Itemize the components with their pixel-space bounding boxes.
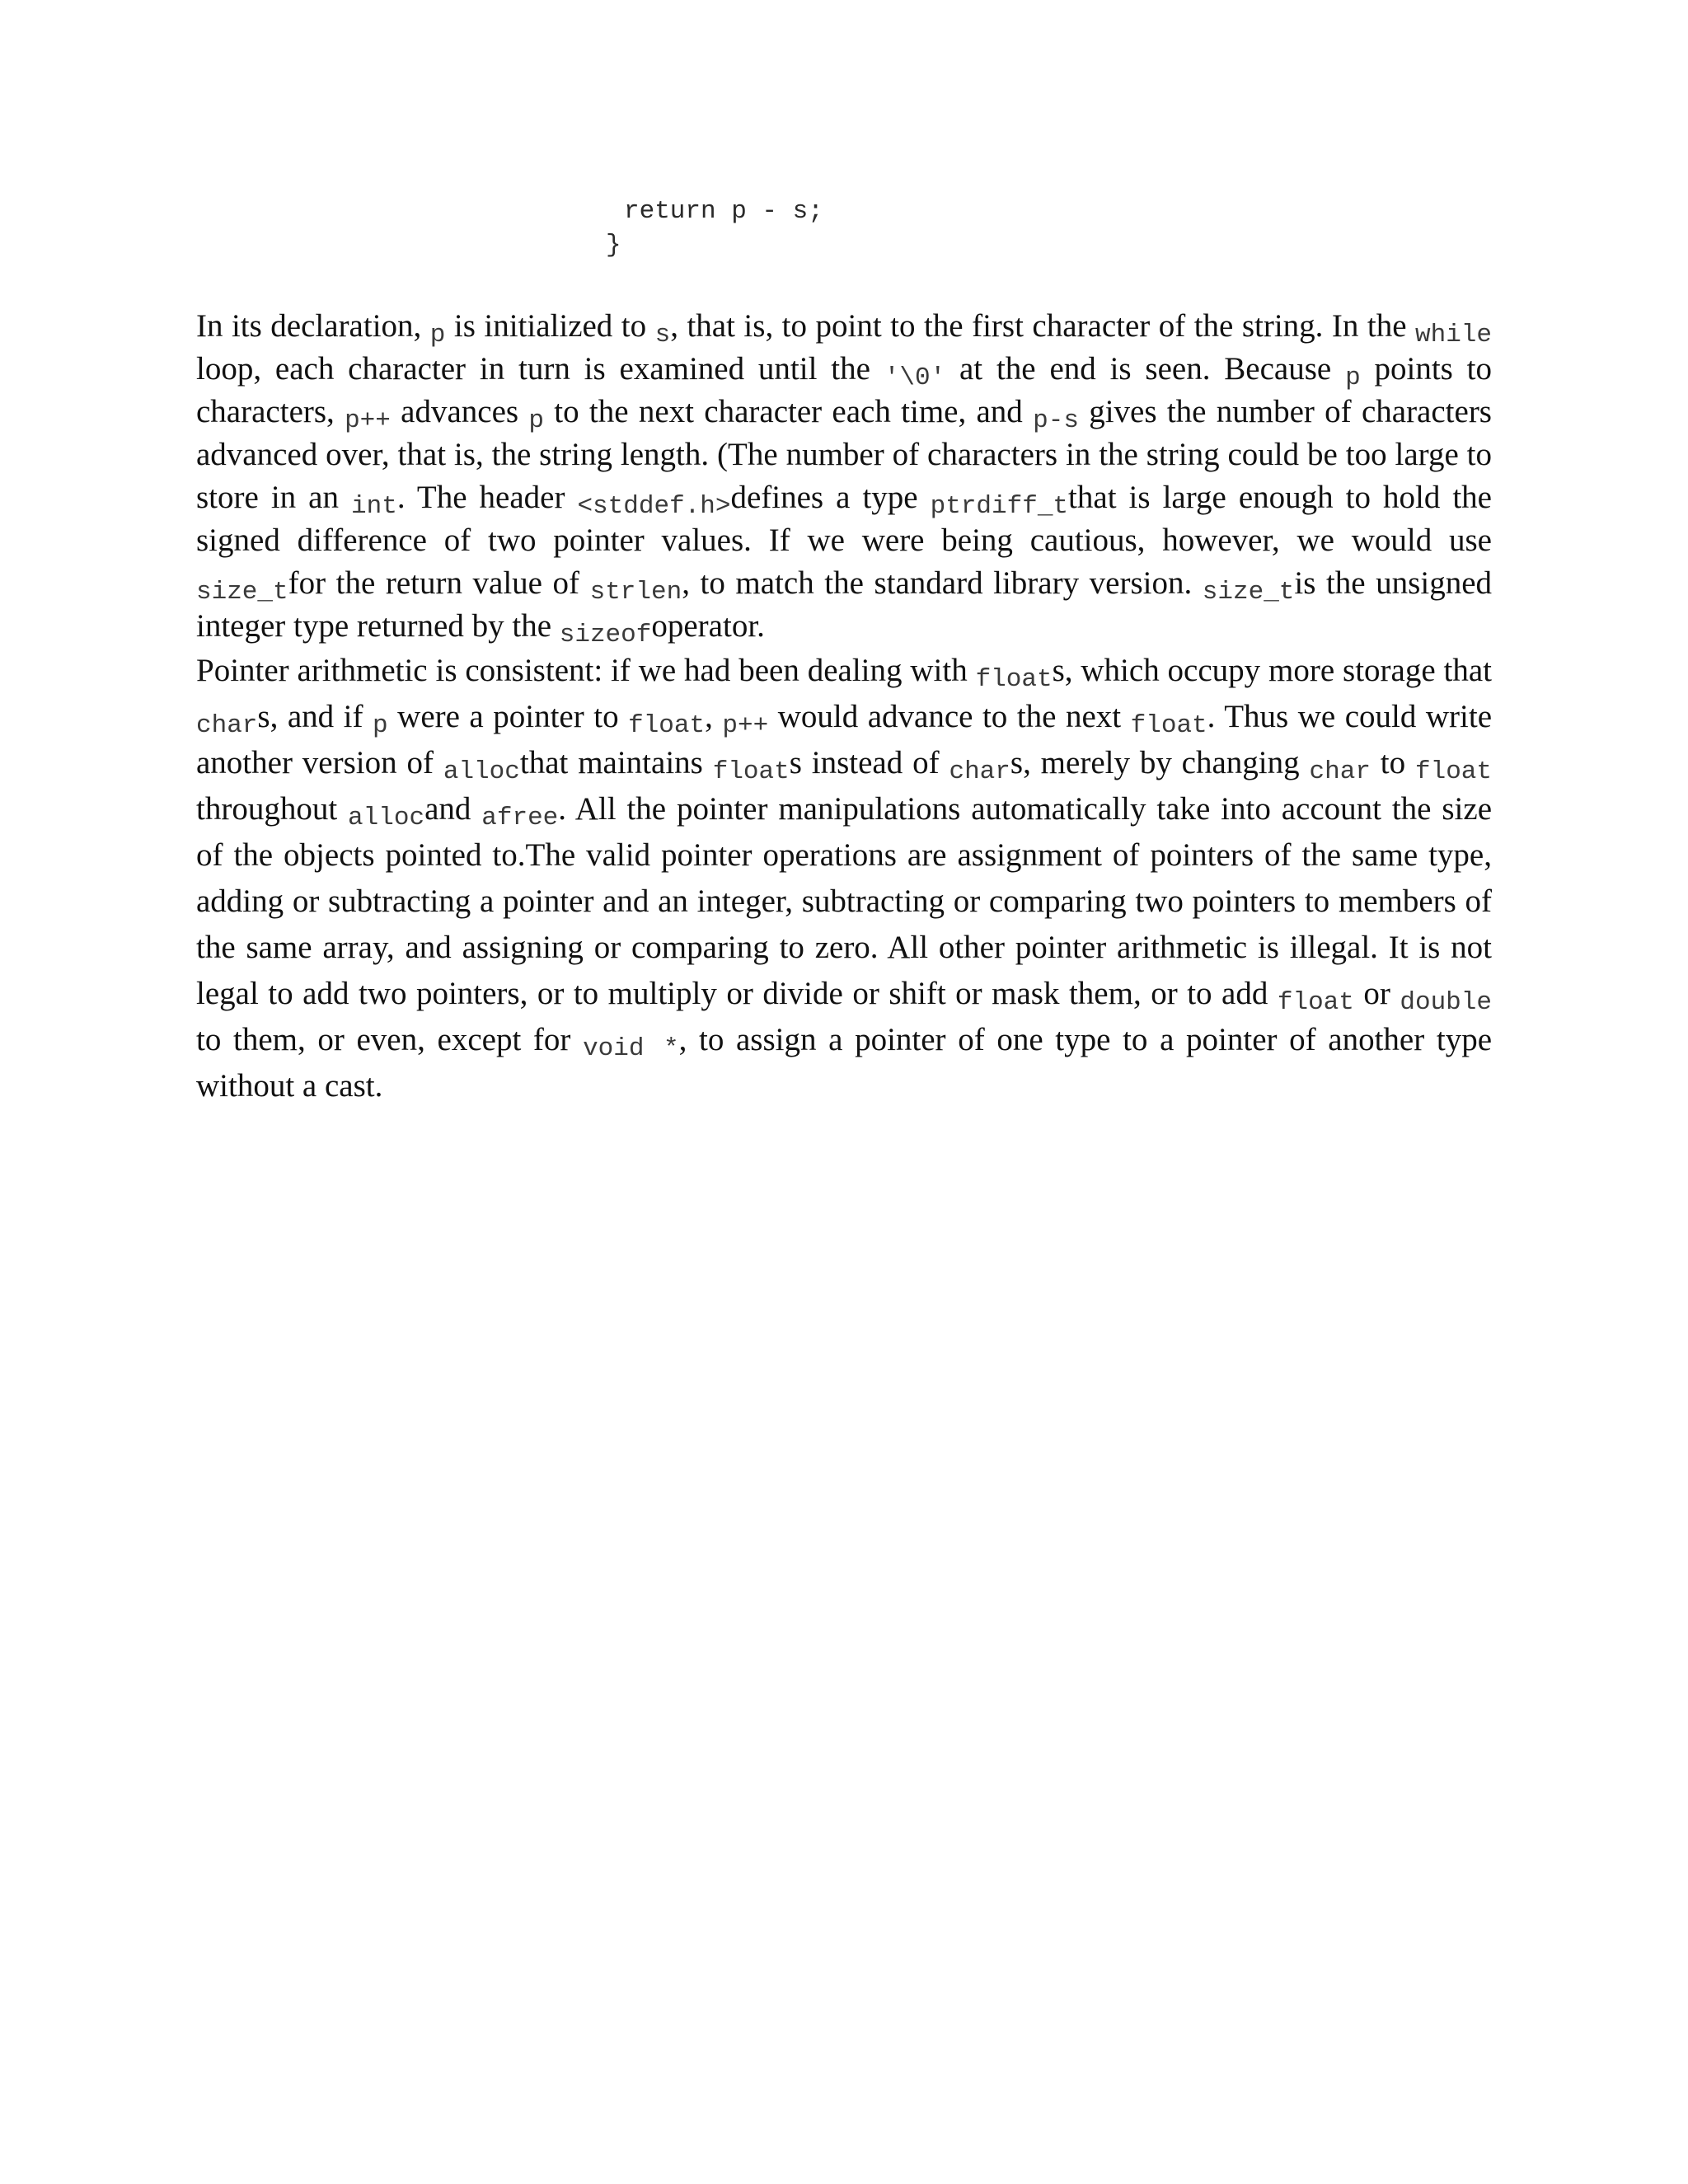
- inline-code: char: [1309, 757, 1371, 786]
- inline-code: while: [1415, 321, 1493, 349]
- text-run: to: [1370, 745, 1415, 780]
- text-run: Pointer arithmetic is consistent: if we had been dealing with: [196, 653, 976, 688]
- inline-code: size_t: [1202, 578, 1295, 607]
- inline-code: '\0': [884, 363, 946, 392]
- inline-code: char: [196, 711, 258, 740]
- text-run: to them, or even, except for: [196, 1022, 584, 1057]
- code-line-return: return p - s;: [624, 197, 823, 226]
- inline-code: p: [373, 711, 388, 740]
- inline-code: double: [1400, 988, 1492, 1017]
- text-run: s instead of: [789, 745, 950, 780]
- text-run: s, merely by changing: [1010, 745, 1310, 780]
- inline-code: p: [1345, 363, 1361, 392]
- text-run: . The header: [396, 480, 578, 515]
- text-run: , that is, to point to the first character of the string. In the: [670, 308, 1415, 344]
- text-run: or: [1353, 976, 1400, 1011]
- text-run: were a pointer to: [387, 699, 629, 734]
- text-run: is initialized to: [445, 308, 655, 344]
- text-run: ,: [705, 699, 723, 734]
- text-run: would advance to the next: [768, 699, 1131, 734]
- code-line-closing-brace: }: [606, 231, 621, 260]
- inline-code: ptrdiff_t: [930, 492, 1069, 521]
- text-run: , to match the standard library version.: [682, 565, 1203, 601]
- inline-code: p-s: [1033, 406, 1079, 435]
- inline-code: p: [429, 321, 446, 349]
- text-run: that maintains: [519, 745, 713, 780]
- text-run: gives the number of characters advanced over, that is, the string length. (The number of characters in the string could be too large to store in an: [196, 394, 1492, 515]
- text-run: advances: [390, 394, 529, 429]
- text-run: that is large enough to hold the signed difference of two pointer values. If we were being cautious, however, we would use: [196, 480, 1492, 558]
- inline-code: size_t: [196, 578, 288, 607]
- inline-code: alloc: [443, 757, 520, 786]
- text-run: points to characters,: [196, 351, 1493, 429]
- text-run: s, and if: [257, 699, 373, 734]
- inline-code: p: [528, 406, 544, 435]
- inline-code: p++: [722, 711, 769, 740]
- text-run: at the end is seen. Because: [945, 351, 1346, 387]
- text-run: for the return value of: [288, 565, 590, 601]
- inline-code: float: [1277, 988, 1354, 1017]
- text-run: is the unsigned integer type returned by the: [196, 565, 1492, 644]
- inline-code: float: [1415, 757, 1493, 786]
- text-run: , to assign a pointer of one type to a pointer of another type without a cast.: [196, 1022, 1493, 1104]
- text-run: s, which occupy more storage that: [1052, 653, 1493, 688]
- text-run: throughout: [196, 791, 349, 827]
- text-run: . All the pointer manipulations automatically take into account the size of the objects pointed to.The valid pointer operations are assignment of pointers of the same type, adding or subtracting a pointer and an integer, subtracting or comparing two pointers to members of the same array, and assigning or comparing to zero. All other pointer arithmetic is illegal. It is not legal to add two pointers, or to multiply or divide or shift or mask them, or to add: [196, 791, 1493, 1011]
- code-snippet: [606, 194, 823, 262]
- inline-code: float: [1130, 711, 1207, 740]
- inline-code: sizeof: [559, 621, 652, 649]
- inline-code: void *: [583, 1034, 679, 1063]
- inline-code: char: [949, 757, 1010, 786]
- text-run: loop, each character in turn is examined until the: [196, 351, 884, 387]
- text-run: defines a type: [730, 480, 931, 515]
- text-run: . Thus we could write another version of: [196, 699, 1493, 780]
- body-text: [196, 305, 1492, 1109]
- inline-code: alloc: [348, 804, 425, 832]
- text-run: and: [424, 791, 482, 827]
- inline-code: strlen: [589, 578, 682, 607]
- text-run: In its declaration,: [196, 308, 430, 344]
- inline-code: int: [351, 492, 397, 521]
- text-run: to the next character each time, and: [544, 394, 1034, 429]
- inline-code: s: [654, 321, 671, 349]
- paragraph-pointer-arithmetic: [196, 648, 1492, 1109]
- text-run: operator.: [651, 608, 765, 644]
- inline-code: float: [628, 711, 706, 740]
- paragraph-pointer-declaration: [196, 305, 1492, 648]
- inline-code: float: [975, 665, 1053, 694]
- inline-code: <stddef.h>: [577, 492, 731, 521]
- inline-code: afree: [481, 804, 559, 832]
- inline-code: float: [712, 757, 790, 786]
- inline-code: p++: [345, 406, 391, 435]
